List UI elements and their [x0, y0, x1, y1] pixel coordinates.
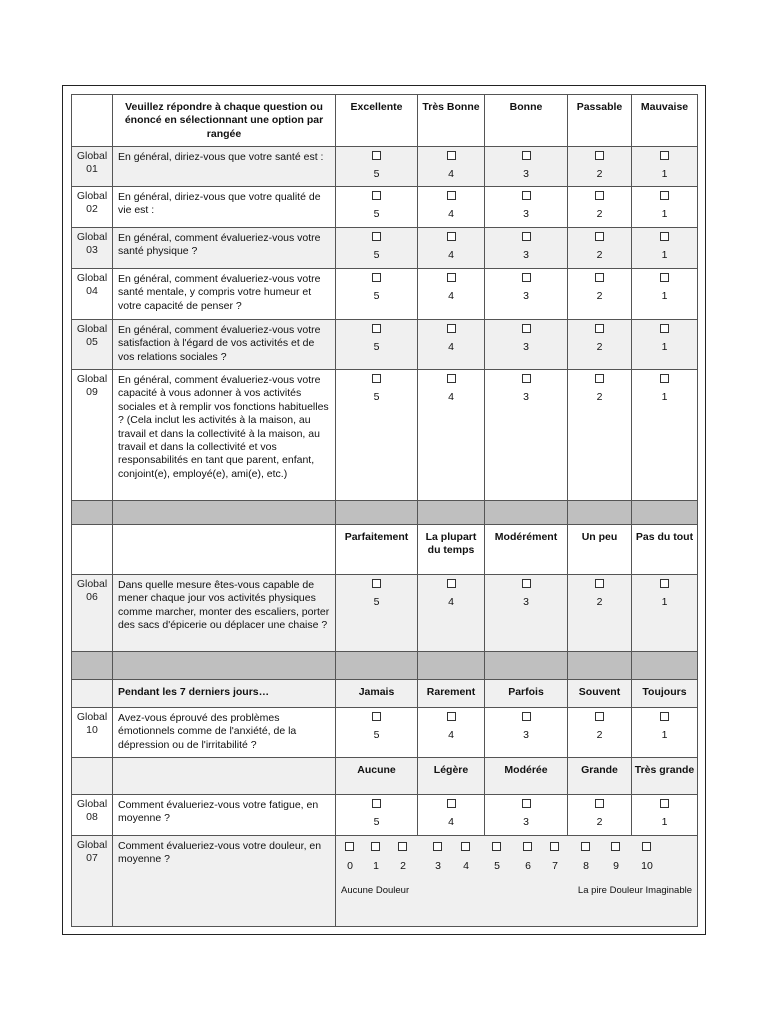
- checkbox[interactable]: [595, 799, 604, 808]
- checkbox[interactable]: [660, 374, 669, 383]
- pain-checkbox[interactable]: [492, 842, 501, 851]
- separator-cell: [485, 501, 568, 525]
- option-value: 5: [373, 249, 380, 262]
- pain-scale-number: 5: [494, 860, 500, 872]
- question-id: Global 03: [72, 228, 113, 269]
- option-cell[interactable]: [485, 187, 568, 228]
- option-value: 5: [373, 341, 380, 354]
- option-cell[interactable]: [418, 228, 485, 269]
- option-header-un-peu: Un peu: [568, 525, 632, 575]
- option-cell[interactable]: [632, 228, 698, 269]
- checkbox[interactable]: [447, 712, 456, 721]
- header-row-3: [72, 680, 698, 708]
- option-header-bonne: Bonne: [485, 95, 568, 147]
- checkbox[interactable]: [447, 374, 456, 383]
- header-id-cell: [72, 525, 113, 575]
- option-cell[interactable]: [632, 708, 698, 758]
- option-value: 5: [373, 290, 380, 303]
- checkbox[interactable]: [447, 232, 456, 241]
- option-cell[interactable]: [568, 575, 632, 652]
- separator-cell: [632, 652, 698, 680]
- pain-checkbox[interactable]: [433, 842, 442, 851]
- option-cell[interactable]: [632, 147, 698, 187]
- checkbox[interactable]: [595, 273, 604, 282]
- separator-cell: [336, 501, 418, 525]
- checkbox[interactable]: [660, 712, 669, 721]
- pain-checkbox[interactable]: [550, 842, 559, 851]
- option-value: 5: [373, 596, 380, 609]
- checkbox[interactable]: [660, 273, 669, 282]
- header-id-cell: [72, 680, 113, 708]
- option-value: 1: [661, 596, 668, 609]
- question-text: En général, comment évalueriez-vous votre santé physique ?: [113, 228, 336, 269]
- option-cell[interactable]: [568, 370, 632, 501]
- checkbox[interactable]: [595, 324, 604, 333]
- option-value: 1: [661, 249, 668, 262]
- option-cell[interactable]: [485, 370, 568, 501]
- option-cell[interactable]: [336, 187, 418, 228]
- option-cell[interactable]: [568, 228, 632, 269]
- question-row-global-03: [72, 228, 698, 269]
- checkbox[interactable]: [372, 232, 381, 241]
- pain-checkbox[interactable]: [642, 842, 651, 851]
- option-header-tres-bonne: Très Bonne: [418, 95, 485, 147]
- question-text: Avez-vous éprouvé des problèmes émotionnels comme de l'anxiété, de la dépression ou de l'irritabilité ?: [113, 708, 336, 758]
- option-value: 4: [448, 391, 454, 404]
- checkbox[interactable]: [595, 579, 604, 588]
- option-cell[interactable]: [485, 795, 568, 836]
- checkbox[interactable]: [447, 324, 456, 333]
- option-value: 4: [448, 249, 454, 262]
- question-row-global-06: [72, 575, 698, 652]
- separator-cell: [418, 652, 485, 680]
- option-value: 5: [373, 391, 380, 404]
- period-lead-text: Pendant les 7 derniers jours…: [113, 680, 336, 708]
- option-header-souvent: Souvent: [568, 680, 632, 708]
- option-cell[interactable]: [485, 269, 568, 320]
- option-value: 3: [523, 729, 529, 742]
- option-header-parfaitement: Parfaitement: [336, 525, 418, 575]
- question-text: En général, diriez-vous que votre qualité de vie est :: [113, 187, 336, 228]
- option-cell[interactable]: [568, 320, 632, 370]
- option-cell[interactable]: [336, 708, 418, 758]
- option-header-tres-grande: Très grande: [632, 758, 698, 795]
- option-value: 3: [523, 596, 529, 609]
- checkbox[interactable]: [522, 324, 531, 333]
- pain-scale-number: 8: [583, 860, 589, 872]
- question-id: Global 06: [72, 575, 113, 652]
- option-value: 2: [596, 341, 603, 354]
- option-value: 2: [596, 816, 603, 829]
- pain-checkbox[interactable]: [398, 842, 407, 851]
- option-cell[interactable]: [418, 370, 485, 501]
- option-value: 5: [373, 816, 380, 829]
- option-header-aucune: Aucune: [336, 758, 418, 795]
- question-id: Global 10: [72, 708, 113, 758]
- instruction-text: Veuillez répondre à chaque question ou énoncé en sélectionnant une option par rangée: [113, 95, 336, 147]
- option-cell[interactable]: [485, 575, 568, 652]
- option-value: 3: [523, 168, 529, 181]
- option-cell[interactable]: [568, 795, 632, 836]
- separator-cell: [418, 501, 485, 525]
- checkbox[interactable]: [660, 324, 669, 333]
- pain-checkbox[interactable]: [581, 842, 590, 851]
- header-blank-cell: [113, 525, 336, 575]
- option-cell[interactable]: [418, 320, 485, 370]
- separator-cell: [485, 652, 568, 680]
- option-value: 1: [661, 208, 668, 221]
- pain-checkbox[interactable]: [371, 842, 380, 851]
- pain-checkbox[interactable]: [523, 842, 532, 851]
- question-row-global-01: [72, 147, 698, 187]
- checkbox[interactable]: [447, 799, 456, 808]
- question-row-global-05: [72, 320, 698, 370]
- option-header-jamais: Jamais: [336, 680, 418, 708]
- checkbox[interactable]: [447, 151, 456, 160]
- question-id: Global 07: [72, 836, 113, 927]
- option-value: 4: [448, 341, 454, 354]
- checkbox[interactable]: [522, 579, 531, 588]
- option-value: 2: [596, 208, 603, 221]
- checkbox[interactable]: [372, 712, 381, 721]
- checkbox[interactable]: [372, 191, 381, 200]
- checkbox[interactable]: [660, 579, 669, 588]
- question-id: Global 01: [72, 147, 113, 187]
- checkbox[interactable]: [522, 232, 531, 241]
- option-cell[interactable]: [336, 320, 418, 370]
- checkbox[interactable]: [660, 151, 669, 160]
- option-value: 5: [373, 168, 380, 181]
- question-id: Global 09: [72, 370, 113, 501]
- checkbox[interactable]: [372, 324, 381, 333]
- separator-cell: [113, 652, 336, 680]
- pain-scale-number: 2: [400, 860, 406, 872]
- checkbox[interactable]: [522, 374, 531, 383]
- option-value: 2: [596, 596, 603, 609]
- checkbox[interactable]: [595, 374, 604, 383]
- question-id: Global 02: [72, 187, 113, 228]
- option-value: 4: [448, 208, 454, 221]
- option-value: 3: [523, 816, 529, 829]
- option-cell[interactable]: [485, 147, 568, 187]
- checkbox[interactable]: [372, 374, 381, 383]
- option-cell[interactable]: [336, 228, 418, 269]
- option-cell[interactable]: [336, 575, 418, 652]
- section-separator: [72, 501, 698, 525]
- separator-cell: [72, 652, 113, 680]
- option-header-parfois: Parfois: [485, 680, 568, 708]
- option-cell[interactable]: [485, 228, 568, 269]
- separator-cell: [568, 501, 632, 525]
- pain-checkbox[interactable]: [461, 842, 470, 851]
- header-row-2: [72, 525, 698, 575]
- option-cell[interactable]: [632, 370, 698, 501]
- question-row-global-09: [72, 370, 698, 501]
- option-cell[interactable]: [568, 708, 632, 758]
- question-text: En général, comment évalueriez-vous votre santé mentale, y compris votre humeur et votre capacité de penser ?: [113, 269, 336, 320]
- option-value: 2: [596, 290, 603, 303]
- checkbox[interactable]: [522, 273, 531, 282]
- option-value: 1: [661, 391, 668, 404]
- question-text: Dans quelle mesure êtes-vous capable de mener chaque jour vos activités physiques comme marcher, monter des escaliers, porter des sacs d'épicerie ou déplacer une chaise ?: [113, 575, 336, 652]
- question-text: Comment évalueriez-vous votre fatigue, en moyenne ?: [113, 795, 336, 836]
- questionnaire-sheet: [62, 85, 706, 935]
- option-value: 5: [373, 729, 380, 742]
- option-header-excellente: Excellente: [336, 95, 418, 147]
- header-blank-cell: [113, 758, 336, 795]
- checkbox[interactable]: [372, 579, 381, 588]
- option-value: 4: [448, 168, 454, 181]
- pain-right-anchor: La pire Douleur Imaginable: [577, 885, 692, 896]
- option-cell[interactable]: [485, 320, 568, 370]
- option-header-mauvaise: Mauvaise: [632, 95, 698, 147]
- checkbox[interactable]: [522, 151, 531, 160]
- option-cell[interactable]: [632, 320, 698, 370]
- option-value: 2: [596, 729, 603, 742]
- pain-scale: [336, 836, 697, 926]
- option-value: 3: [523, 391, 529, 404]
- separator-cell: [568, 652, 632, 680]
- option-header-la-plupart-du-temps: La plupart du temps: [418, 525, 485, 575]
- question-row-global-02: [72, 187, 698, 228]
- checkbox[interactable]: [372, 273, 381, 282]
- checkbox[interactable]: [372, 799, 381, 808]
- option-cell[interactable]: [418, 575, 485, 652]
- option-header-passable: Passable: [568, 95, 632, 147]
- header-row-4: [72, 758, 698, 795]
- option-value: 1: [661, 341, 668, 354]
- question-text: En général, diriez-vous que votre santé est :: [113, 147, 336, 187]
- separator-cell: [632, 501, 698, 525]
- option-value: 3: [523, 290, 529, 303]
- header-id-cell: [72, 95, 113, 147]
- question-row-global-08: [72, 795, 698, 836]
- option-value: 5: [373, 208, 380, 221]
- separator-cell: [72, 501, 113, 525]
- checkbox[interactable]: [522, 799, 531, 808]
- option-cell[interactable]: [632, 187, 698, 228]
- pain-scale-number: 4: [463, 860, 469, 872]
- option-cell[interactable]: [336, 147, 418, 187]
- option-header-moderee: Modérée: [485, 758, 568, 795]
- option-cell[interactable]: [568, 269, 632, 320]
- pain-scale-number: 3: [435, 860, 441, 872]
- checkbox[interactable]: [660, 799, 669, 808]
- option-cell[interactable]: [418, 795, 485, 836]
- checkbox[interactable]: [447, 191, 456, 200]
- checkbox[interactable]: [447, 273, 456, 282]
- option-header-pas-du-tout: Pas du tout: [632, 525, 698, 575]
- option-cell[interactable]: [568, 147, 632, 187]
- checkbox[interactable]: [595, 232, 604, 241]
- question-text: Comment évalueriez-vous votre douleur, en moyenne ?: [113, 836, 336, 927]
- option-value: 1: [661, 168, 668, 181]
- option-cell[interactable]: [568, 187, 632, 228]
- question-text: En général, comment évalueriez-vous votre satisfaction à l'égard de vos activités et de vos relations sociales ?: [113, 320, 336, 370]
- questionnaire-table: [71, 94, 698, 927]
- option-cell[interactable]: [485, 708, 568, 758]
- question-text: En général, comment évalueriez-vous votre capacité à vous adonner à vos activités sociales et à remplir vos fonctions habituelles ? (Cela inclut les activités à la maison, au travail et dans la collectivité à la maison, au travail et dans la collectivité et vos responsabilités en tant que parent, enfant, conjoint(e), employé(e), ami(e), etc.): [113, 370, 336, 501]
- header-row-1: [72, 95, 698, 147]
- option-value: 3: [523, 341, 529, 354]
- option-value: 4: [448, 729, 454, 742]
- pain-checkbox[interactable]: [345, 842, 354, 851]
- option-cell[interactable]: [418, 187, 485, 228]
- pain-scale-number: 6: [525, 860, 531, 872]
- option-cell[interactable]: [336, 269, 418, 320]
- option-header-legere: Légère: [418, 758, 485, 795]
- separator-cell: [336, 652, 418, 680]
- checkbox[interactable]: [595, 191, 604, 200]
- question-id: Global 08: [72, 795, 113, 836]
- option-value: 1: [661, 816, 668, 829]
- checkbox[interactable]: [372, 151, 381, 160]
- option-value: 4: [448, 816, 454, 829]
- pain-left-anchor: Aucune Douleur: [341, 885, 410, 896]
- option-value: 4: [448, 596, 454, 609]
- option-value: 2: [596, 249, 603, 262]
- option-value: 3: [523, 249, 529, 262]
- pain-checkbox[interactable]: [611, 842, 620, 851]
- option-cell[interactable]: [418, 269, 485, 320]
- checkbox[interactable]: [522, 712, 531, 721]
- question-id: Global 05: [72, 320, 113, 370]
- section-separator: [72, 652, 698, 680]
- option-value: 4: [448, 290, 454, 303]
- option-value: 2: [596, 391, 603, 404]
- header-id-cell: [72, 758, 113, 795]
- pain-scale-number: 0: [347, 860, 353, 872]
- option-cell[interactable]: [418, 147, 485, 187]
- question-row-global-07: [72, 836, 698, 927]
- option-cell[interactable]: [336, 370, 418, 501]
- checkbox[interactable]: [660, 191, 669, 200]
- checkbox[interactable]: [595, 712, 604, 721]
- option-header-grande: Grande: [568, 758, 632, 795]
- pain-scale-cell: [336, 836, 698, 927]
- option-cell[interactable]: [632, 795, 698, 836]
- option-value: 1: [661, 729, 668, 742]
- option-header-moderement: Modérément: [485, 525, 568, 575]
- pain-scale-number: 1: [373, 860, 379, 872]
- option-cell[interactable]: [336, 795, 418, 836]
- question-id: Global 04: [72, 269, 113, 320]
- question-row-global-10: [72, 708, 698, 758]
- checkbox[interactable]: [660, 232, 669, 241]
- option-cell[interactable]: [418, 708, 485, 758]
- question-row-global-04: [72, 269, 698, 320]
- option-value: 3: [523, 208, 529, 221]
- option-value: 1: [661, 290, 668, 303]
- checkbox[interactable]: [595, 151, 604, 160]
- option-header-rarement: Rarement: [418, 680, 485, 708]
- option-value: 2: [596, 168, 603, 181]
- option-header-toujours: Toujours: [632, 680, 698, 708]
- pain-scale-number: 10: [641, 860, 653, 872]
- separator-cell: [113, 501, 336, 525]
- pain-scale-number: 9: [613, 860, 619, 872]
- option-cell[interactable]: [632, 575, 698, 652]
- checkbox[interactable]: [522, 191, 531, 200]
- checkbox[interactable]: [447, 579, 456, 588]
- pain-scale-number: 7: [552, 860, 558, 872]
- option-cell[interactable]: [632, 269, 698, 320]
